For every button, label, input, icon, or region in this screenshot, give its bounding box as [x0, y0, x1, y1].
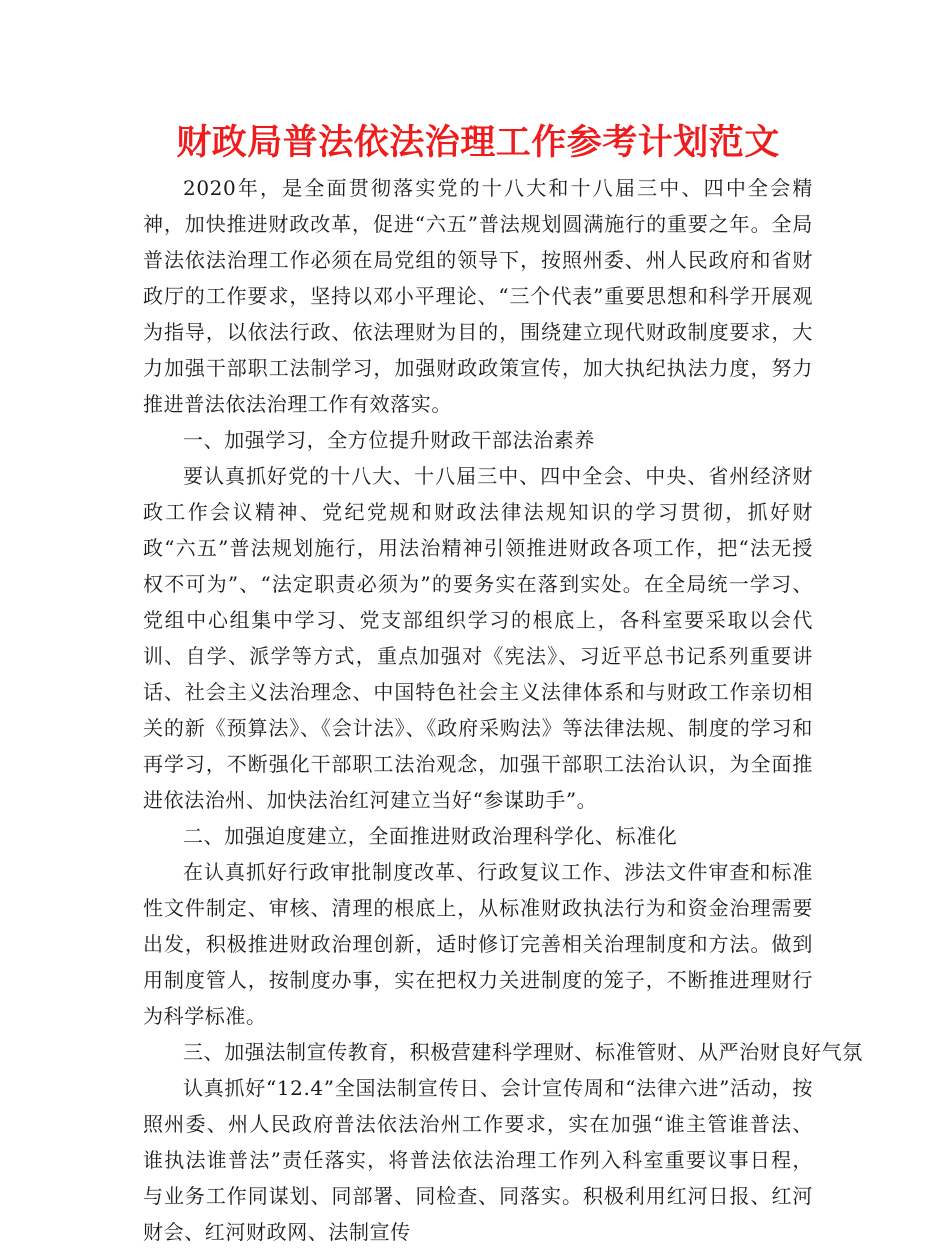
section-heading-3: 三、加强法制宣传教育，积极营建科学理财、标准管财、从严治财良好气氛	[183, 1040, 863, 1064]
section-2-paragraph: 在认真抓好行政审批制度改革、行政复议工作、涉法文件审查和标准性文件制定、审核、清理的根底上，从标准财政执法行为和资金治理需要出发，积极推进财政治理创新，适时修订完善相关治理制度和方法。做到用制度管人，按制度办事，实在把权力关进制度的笼子，不断推进理财行为科学标准。	[143, 860, 813, 1028]
section-heading-2: 二、加强迫度建立，全面推进财政治理科学化、标准化	[183, 824, 678, 848]
intro-paragraph: 2020年，是全面贯彻落实党的十八大和十八届三中、四中全会精神，加快推进财政改革，促进“六五”普法规划圆满施行的重要之年。全局普法依法治理工作必须在局党组的领导下，按照州委、州人民政府和省财政厅的工作要求，坚持以邓小平理论、“三个代表”重要思想和科学开展观为指导，以依法行政、依法理财为目的，围绕建立现代财政制度要求，大力加强干部职工法制学习，加强财政政策宣传，加大执纪执法力度，努力推进普法依法治理工作有效落实。	[143, 176, 813, 416]
section-3-paragraph: 认真抓好“12.4”全国法制宣传日、会计宣传周和“法律六进”活动，按照州委、州人民政府普法依法治州工作要求，实在加强“谁主管谁普法、谁执法谁普法”责任落实，将普法依法治理工作列入科室重要议事日程，与业务工作同谋划、同部署、同检查、同落实。积极利用红河日报、红河财会、红河财政网、法制宣传	[143, 1076, 813, 1244]
document-page	[143, 112, 863, 1250]
section-heading-1: 一、加强学习，全方位提升财政干部法治素养	[183, 428, 595, 452]
section-1-paragraph: 要认真抓好党的十八大、十八届三中、四中全会、中央、省州经济财政工作会议精神、党纪党规和财政法律法规知识的学习贯彻，抓好财政“六五”普法规划施行，用法治精神引领推进财政各项工作，把“法无授权不可为”、“法定职责必须为”的要务实在落到实处。在全局统一学习、党组中心组集中学习、党支部组织学习的根底上，各科室要采取以会代训、自学、派学等方式，重点加强对《宪法》、习近平总书记系列重要讲话、社会主义法治理念、中国特色社会主义法律体系和与财政工作亲切相关的新《预算法》、《会计法》、《政府采购法》等法律法规、制度的学习和再学习，不断强化干部职工法治观念，加强干部职工法治认识，为全面推进依法治州、加快法治红河建立当好“参谋助手”。	[143, 464, 813, 812]
document-title: 财政局普法依法治理工作参考计划范文	[176, 122, 780, 163]
